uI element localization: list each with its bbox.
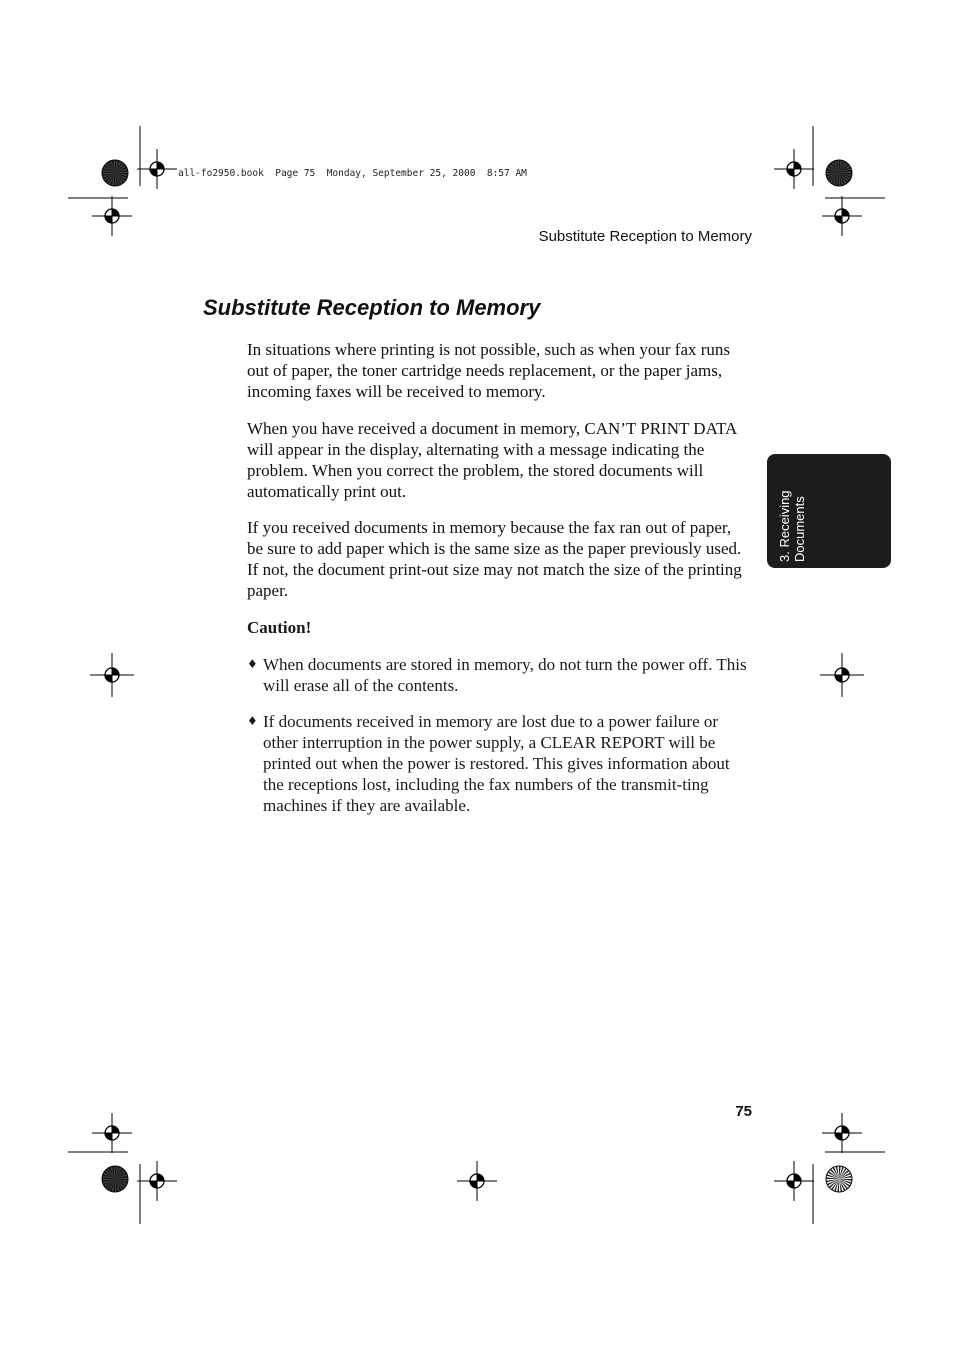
paragraph-intro: In situations where printing is not possible, such as when your fax runs out of paper, the toner cartridge needs replacement, or the paper jams, incoming faxes will be received to memory. [247, 340, 731, 401]
chapter-tab-line: Documents [792, 496, 807, 562]
chapter-side-tab [767, 454, 891, 568]
bullet-item [247, 711, 747, 816]
color-bar-star-icon [102, 1166, 128, 1192]
registration-mark-icon [774, 149, 814, 189]
diamond-bullet-icon: ♦ [247, 714, 258, 728]
chapter-tab-line: 3. Receiving [777, 490, 792, 562]
registration-mark-icon [92, 1113, 132, 1153]
running-header: Substitute Reception to Memory [538, 228, 752, 245]
bullet-text: If documents received in memory are lost due to a power failure or other interruption in the power supply, a CLEAR REPORT will be printed out when the power is restored. This gives information about the receptions lost, including the fax numbers of the transmit-ting machines if they are available. [263, 712, 730, 815]
section-title: Substitute Reception to Memory [203, 295, 541, 320]
registration-mark-icon [820, 653, 864, 697]
registration-mark-icon [822, 196, 862, 236]
color-bar-star-icon [826, 160, 852, 186]
caution-label: Caution! [247, 618, 312, 637]
color-bar-star-icon [102, 160, 128, 186]
registration-mark-icon [90, 653, 134, 697]
registration-mark-icon [822, 1113, 862, 1153]
diamond-bullet-icon: ♦ [247, 657, 258, 671]
registration-mark-icon [92, 196, 132, 236]
chapter-tab-label [777, 458, 817, 562]
registration-mark-icon [774, 1161, 814, 1201]
registration-mark-icon [137, 1161, 177, 1201]
registration-mark-icon [457, 1161, 497, 1201]
paragraph-memory-received: When you have received a document in memory, CAN’T PRINT DATA will appear in the display, alternating with a message indicating the problem. When you correct the problem, the stored documents will automatically print out. [247, 419, 737, 501]
color-bar-star-icon [826, 1166, 852, 1192]
paragraph-paper-size: If you received documents in memory because the fax ran out of paper, be sure to add paper which is the same size as the paper previously used. If not, the document print-out size may not match the size of the printing paper. [247, 518, 742, 600]
bullet-text: When documents are stored in memory, do not turn the power off. This will erase all of the contents. [263, 655, 747, 695]
print-file-info: all-fo2950.book Page 75 Monday, September 25, 2000 8:57 AM [178, 168, 527, 179]
registration-mark-icon [137, 149, 177, 189]
page-number: 75 [735, 1103, 752, 1120]
bullet-item [247, 654, 747, 696]
